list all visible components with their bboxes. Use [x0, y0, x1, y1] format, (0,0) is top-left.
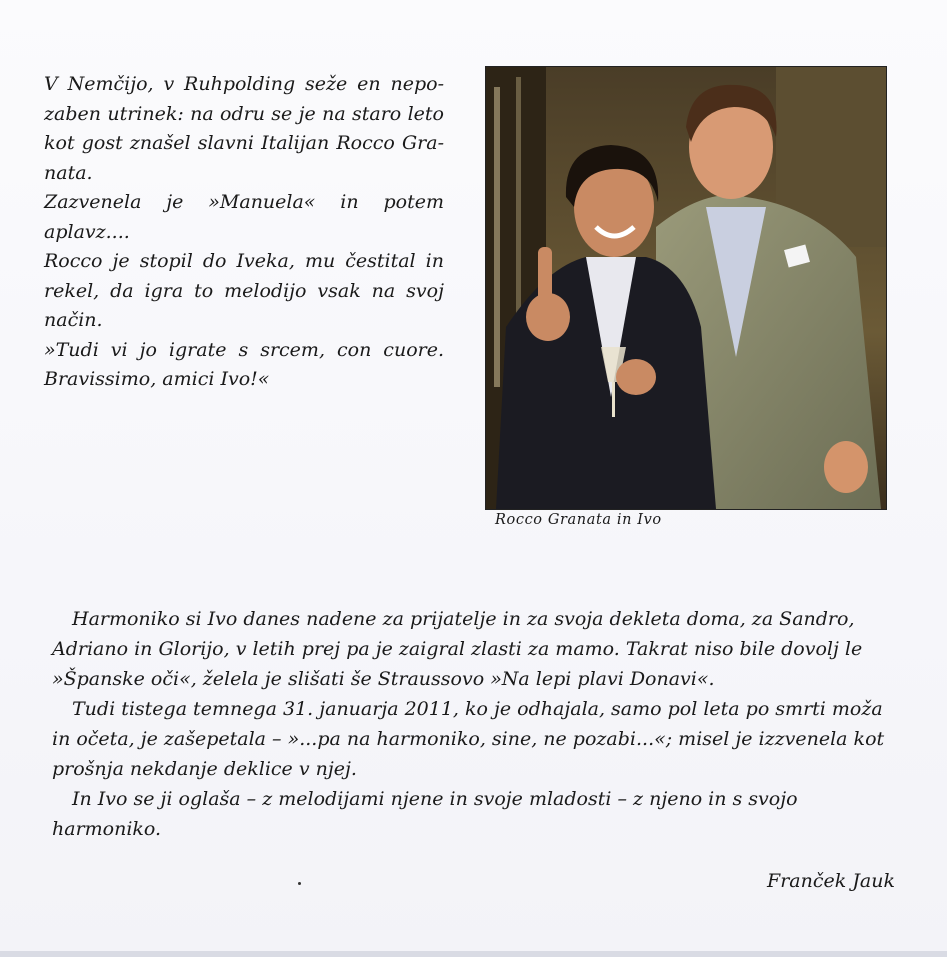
- text-line: Rocco je stopil do Iveka, mu čestital in: [44, 250, 444, 272]
- text-line: Bravissimo, amici Ivo!«: [44, 368, 270, 390]
- text-line: aplavz....: [44, 220, 130, 243]
- print-speck: [298, 882, 301, 885]
- author-signature: Franček Jauk: [767, 870, 895, 892]
- text-line: V Nemčijo, v Ruhpolding seže en nepo-: [44, 73, 444, 95]
- text-line: »Tudi vi jo igrate s srcem, con cuore.: [44, 338, 444, 361]
- text-line: »Španske oči«, želela je slišati še Straussovo »Na lepi plavi Donavi«.: [52, 668, 715, 690]
- text-line: prošnja nekdanje deklice v njej.: [52, 758, 357, 780]
- photo-illustration: [486, 67, 886, 509]
- photo-two-men: [485, 66, 887, 510]
- text-line: Harmoniko si Ivo danes nadene za prijatelje in za svoja dekleta doma, za Sandro,: [72, 608, 855, 630]
- text-line: zaben utrinek: na odru se je na staro leto: [44, 102, 444, 125]
- text-line: Zazvenela je »Manuela« in potem: [44, 191, 444, 213]
- bottom-paragraph: [52, 604, 894, 844]
- text-line: način.: [44, 309, 103, 331]
- photo-caption: Rocco Granata in Ivo: [495, 512, 662, 528]
- text-line: Tudi tistega temnega 31. januarja 2011, ko je odhajala, samo pol leta po smrti moža: [72, 698, 883, 720]
- page-edge: [0, 951, 947, 957]
- text-line: harmoniko.: [52, 818, 162, 840]
- text-line: nata.: [44, 161, 93, 184]
- text-line: kot gost znašel slavni Italijan Rocco Gra-: [44, 132, 444, 154]
- text-line: in očeta, je zašepetala – »...pa na harmoniko, sine, ne pozabi...«; misel je izzvenela kot: [52, 728, 885, 750]
- top-paragraph: [44, 70, 444, 395]
- text-line: In Ivo se ji oglaša – z melodijami njene in svoje mladosti – z njeno in s svojo: [72, 788, 798, 810]
- text-line: rekel, da igra to melodijo vsak na svoj: [44, 279, 444, 302]
- text-line: Adriano in Glorijo, v letih prej pa je zaigral zlasti za mamo. Takrat niso bile dovolj le: [52, 638, 863, 660]
